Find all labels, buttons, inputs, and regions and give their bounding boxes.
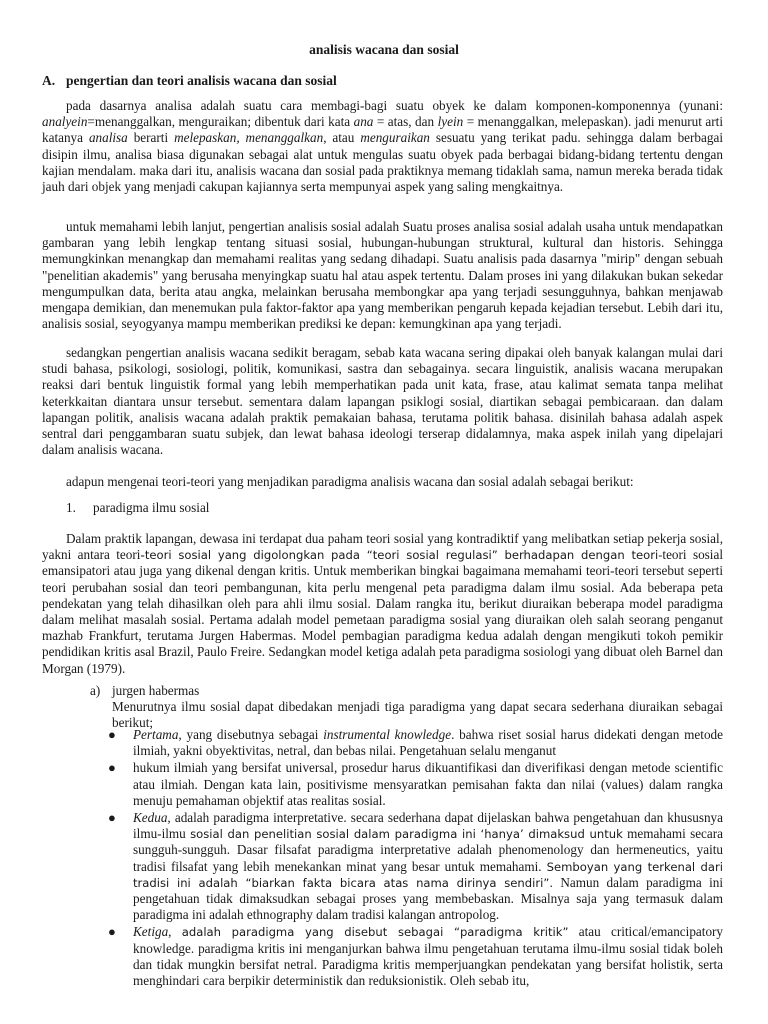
paragraph-definition-analysis: pada dasarnya analisa adalah suatu cara membagi-bagi suatu obyek ke dalam komponen-komponennya (yunani: analyein=menanggalkan, menguraikan; dibentuk dari kata ana = atas, dan lyein = menanggalkan, melepaskan). jadi menurut arti katanya analisa berarti melepaskan, menanggalkan, atau menguraikan sesuatu yang terikat padu. sehingga dalam berbagai disipin ilmu, analisa biasa digunakan sebagai alat untuk mengulas suatu obyek pada berbagai bidang-bidang tertentu dengan kajian mendalam. maka dari itu, analisis wacana dan sosial pada praktiknya memang tidaklah sama, namun mereka berada tidak jauh dari objek yang menjadi cakupan kajiannya serta mempunyai aspek yang saling mengkaitnya. xyxy=(42,98,723,195)
subitem-a-heading: jurgen habermas xyxy=(112,683,200,698)
paragraph-paradigm: Dalam praktik lapangan, dewasa ini terdapat dua paham teori sosial yang kontradiktif yang melibatkan setiap pekerja sosial, yakni antara teori-teori sosial yang digolongkan pada “teori sosial regulasi” berhadapan dengan teori-teori sosial emansipatori atau juga yang dikenal dengan kritis. Untuk memberikan bingkai bagaimana memahami teori-teori tersebut seperti teori perubahan sosial dan teori pembangunan, kita perlu mengenal peta paradigma dalam ilmu sosial. Ada beberapa peta pendekatan yang telah dihasilkan oleh para ahli ilmu sosial. Dalam rangka itu, berikut diuraikan beberapa model paradigma dalam melihat masalah sosial. Pertama adalah model pemetaan paradigma sosial yang diuraikan oleh salah seorang penganut mazhab Frankfurt, terutama Jurgen Habermas. Model pembagian paradigma kedua adalah dengan mengikuti tokoh pemikir pendidikan kritis asal Brazil, Paulo Freire. Sedangkan model ketiga adalah peta paradigma sosiologi yang dibuat oleh Barnel dan Morgan (1979). xyxy=(42,531,723,676)
document-title: analisis wacana dan sosial xyxy=(309,42,459,57)
paragraph-theories-intro: adapun mengenai teori-teori yang menjadikan paradigma analisis wacana dan sosial adalah sebagai berikut: xyxy=(66,474,634,489)
list-item: ● Ketiga, adalah paradigma yang disebut sebagai “paradigma kritik” atau critical/emancipatory knowledge. paradigma kritis ini menganjurkan bahwa ilmu pengetahuan terutama ilmu-ilmu sosial tidak boleh dan tidak mungkin bersifat netral. Paradigma kritis memperjuangkan pendekatan yang bersifat holistik, serta menghindari cara berpikir deterministik dan reduksionistik. Oleh sebab itu, xyxy=(108,924,724,989)
list-item: ● Pertama, yang disebutnya sebagai instrumental knowledge. bahwa riset sosial harus didekati dengan metode ilmiah, yakni obyektivitas, netral, dan bebas nilai. Pengetahuan selalu menganut xyxy=(108,727,723,759)
paragraph-social-analysis: untuk memahami lebih lanjut, pengertian analisis sosial adalah Suatu proses analisa sosial adalah usaha untuk mendapatkan gambaran yang lebih lengkap tentang situasi sosial, hubungan-hubungan struktural, kultural dan historis. Sehingga memungkinkan menangkap dan memahami realitas yang sedang dihadapi. Suatu analisis pada dasarnya "mirip" dengan sebuah "penelitian akademis" yang berusaha menyingkap suatu hal atau aspek tertentu. Dalam proses ini yang dilakukan bukan sekedar mengumpulkan data, berita atau angka, melainkan berusaha membongkar apa yang terjadi sesungguhnya, bahkan menjawab mengapa demikian, dan menemukan pula faktor-faktor apa yang memberikan pengaruh kepada kejadian tersebut. Lebih dari itu, analisis sosial, seyogyanya mampu memberikan prediksi ke depan: kemungkinan apa yang terjadi. xyxy=(42,219,723,332)
bullet-icon: ● xyxy=(108,810,116,826)
section-a-heading xyxy=(42,73,337,89)
bullet-icon: ● xyxy=(108,924,116,940)
bullet-icon: ● xyxy=(108,760,116,776)
section-a-title: pengertian dan teori analisis wacana dan sosial xyxy=(66,73,337,88)
paragraph-discourse-analysis: sedangkan pengertian analisis wacana sedikit beragam, sebab kata wacana sering dipakai oleh banyak kalangan mulai dari studi bahasa, psikologi, sosiologi, politik, komunikasi, sastra dan sebagainya. secara linguistik, analisis wacana merupakan reaksi dari bentuk linguistik formal yang lebih memperhatikan pada unit kata, frase, atau kalimat semata tanpa melihat keterkkaitan diantara unsur tersebut. sementara dalam lapangan psiklogi sosial, diartikan sebagai pembicaraan. dan dalam lapangan politik, analisis wacana adalah praktik pemakaian bahasa, terutama politik bahasa. disinilah bahasa adalah aspek sentral dari penggambaran suatu subjek, dan lewat bahasa ideologi terserap didalamnya, maka aspek inilah yang dipelajari dalam analisis wacana. xyxy=(42,345,723,458)
bullet-icon: ● xyxy=(108,727,116,742)
subitem-a-label: a) xyxy=(90,683,101,698)
numbered-item-1-label: paradigma ilmu sosial xyxy=(93,500,210,515)
subitem-a-intro: Menurutnya ilmu sosial dapat dibedakan menjadi tiga paradigma yang dapat secara sederhana diuraikan sebagai berikut; xyxy=(112,699,723,731)
list-item: ● hukum ilmiah yang bersifat universal, prosedur harus dikuantifikasi dan diverifikasi dengan metode scientific atau ilmiah. Dengan kata lain, positivisme mensyaratkan pemisahan fakta dan nilai (values) dalam rangka menuju pemahaman objektif atas realitas sosial. xyxy=(108,760,723,808)
numbered-item-1-number: 1. xyxy=(66,500,76,515)
section-a-letter: A. xyxy=(42,73,56,88)
numbered-item-1 xyxy=(66,500,209,516)
list-item: ● Kedua, adalah paradigma interpretative. secara sederhana dapat dijelaskan bahwa pengetahuan dan khususnya ilmu-ilmu sosial dan penelitian sosial dalam paradigma ini ‘hanya’ dimaksud untuk memahami secara sungguh-sungguh. Dasar filsafat paradigma interpretative adalah phenomenology dan hermeneutics, yaitu tradisi filsafat yang lebih menekankan minat yang besar untuk memahami. Semboyan yang terkenal dari tradisi ini adalah “biarkan fakta bicara atas nama dirinya sendiri”. Namun dalam paradigma ini pengetahuan tidak dimaksudkan sebagai proses yang membebaskan. Misalnya saja yang termasuk dalam paradigma ini adalah ethnography dalam tradisi kalangan antropolog. xyxy=(108,810,724,923)
bullet-list xyxy=(108,727,723,990)
